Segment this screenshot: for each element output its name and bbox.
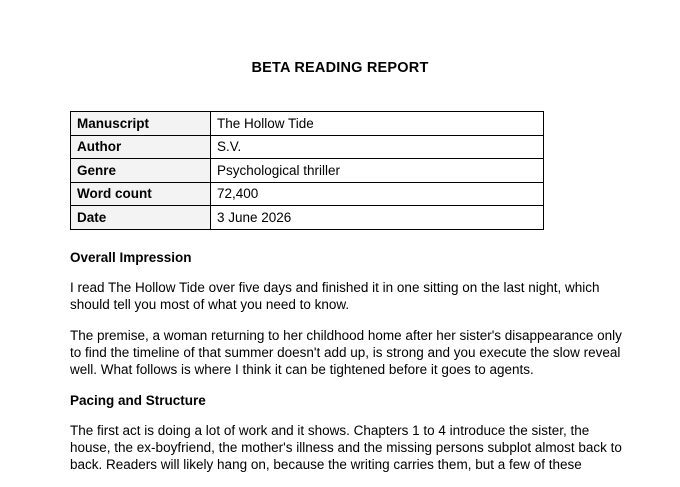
details-table <box>70 111 544 230</box>
details-row-manuscript <box>71 112 544 136</box>
report-body <box>70 249 630 487</box>
details-label: Word count <box>71 182 211 206</box>
details-value: 3 June 2026 <box>211 206 544 230</box>
paragraph: The first act is doing a lot of work and it shows. Chapters 1 to 4 introduce the sister, the house, the ex-boyfriend, the mother's illness and the missing persons subplot almost back to back. Readers will likely hang on, because the writing carries them, but a few of these <box>70 423 622 472</box>
details-value: S.V. <box>211 135 544 159</box>
details-label: Date <box>71 206 211 230</box>
details-row-author <box>71 135 544 159</box>
details-value: Psychological thriller <box>211 159 544 183</box>
details-value: The Hollow Tide <box>211 112 544 136</box>
details-value: 72,400 <box>211 182 544 206</box>
details-row-date <box>71 206 544 230</box>
details-label: Genre <box>71 159 211 183</box>
paragraph: The premise, a woman returning to her childhood home after her sister's disappearance only to find the timeline of that summer doesn't add up, is strong and you execute the slow reveal well. What follows is where I think it can be tightened before it goes to agents. <box>70 328 622 377</box>
document-title: BETA READING REPORT <box>251 60 429 76</box>
paragraph: I read The Hollow Tide over five days and finished it in one sitting on the last night, which should tell you most of what you need to know. <box>70 280 600 312</box>
details-row-word-count <box>71 182 544 206</box>
details-label: Author <box>71 135 211 159</box>
section-heading-pacing-and-structure: Pacing and Structure <box>70 393 206 408</box>
section-heading-overall-impression: Overall Impression <box>70 250 192 265</box>
details-label: Manuscript <box>71 112 211 136</box>
details-row-genre <box>71 159 544 183</box>
